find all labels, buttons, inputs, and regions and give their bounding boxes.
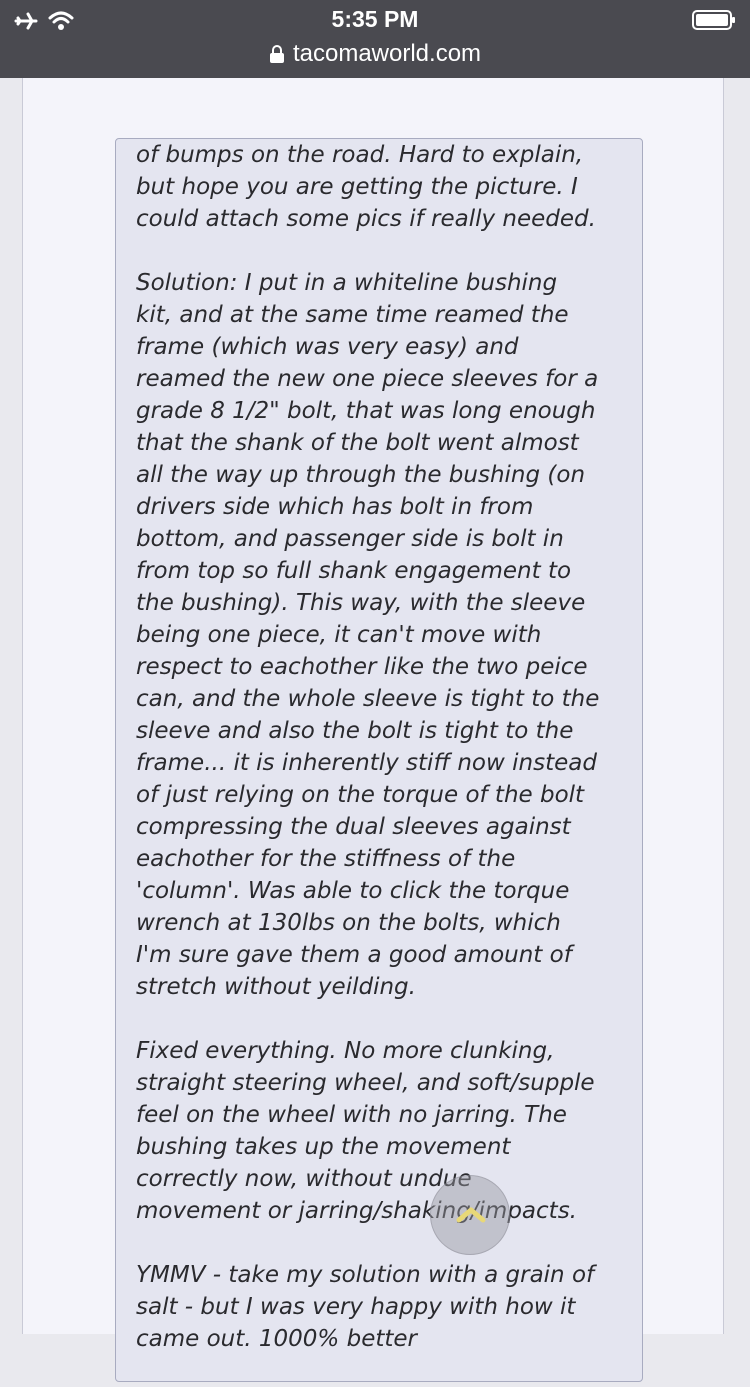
quote-line: from top so full shank engagement to [136,558,572,584]
status-and-address-bar [0,0,750,78]
quote-line: movement or jarring/shaking/impacts. [136,1198,577,1224]
quote-line: kit, and at the same time reamed the [136,302,569,328]
scroll-to-top-button[interactable] [430,1175,510,1255]
battery-icon [692,9,736,31]
quote-paragraph [136,1035,636,1227]
quote-line: frame (which was very easy) and [136,334,519,360]
quote-line: that the shank of the bolt went almost [136,430,579,456]
quote-line: but hope you are getting the picture. I [136,174,578,200]
quote-line: correctly now, without undue [136,1166,472,1192]
quote-line: drivers side which has bolt in from [136,494,534,520]
quote-line: salt - but I was very happy with how it [136,1294,576,1320]
quote-block [115,138,643,1382]
quote-line: can, and the whole sleeve is tight to the [136,686,600,712]
quote-line: straight steering wheel, and soft/supple [136,1070,595,1096]
quote-line: grade 8 1/2" bolt, that was long enough [136,398,596,424]
quote-line: bottom, and passenger side is bolt in [136,526,564,552]
quote-line: Fixed everything. No more clunking, [136,1038,555,1064]
quote-line: eachother for the stiffness of the [136,846,516,872]
quote-line: stretch without yeilding. [136,974,416,1000]
quote-line: compressing the dual sleeves against [136,814,571,840]
quote-paragraph [136,1259,636,1355]
quote-line: being one piece, it can't move with [136,622,542,648]
address-bar[interactable] [0,40,750,68]
status-time: 5:35 PM [331,6,419,32]
quote-line: of just relying on the torque of the bolt [136,782,585,808]
quote-line: feel on the wheel with no jarring. The [136,1102,567,1128]
quote-line: frame... it is inherently stiff now instead [136,750,597,776]
quote-line: the bushing). This way, with the sleeve [136,590,586,616]
quote-line: reamed the new one piece sleeves for a [136,366,599,392]
quote-line: respect to eachother like the two peice [136,654,588,680]
quote-line: I'm sure gave them a good amount of [136,942,572,968]
quote-paragraph [136,267,636,1003]
quote-line: bushing takes up the movement [136,1134,511,1160]
quote-line: wrench at 130lbs on the bolts, which [136,910,561,936]
quote-text [136,142,636,1387]
post-container [22,78,724,1352]
quote-paragraph [136,139,636,235]
quote-line: could attach some pics if really needed. [136,206,596,232]
quote-line: of bumps on the road. Hard to explain, [136,142,584,168]
quote-line: all the way up through the bushing (on [136,462,586,488]
url-text: tacomaworld.com [292,40,482,67]
quote-line: Solution: I put in a whiteline bushing [136,270,558,296]
quote-line: sleeve and also the bolt is tight to the [136,718,574,744]
lock-icon [269,44,285,64]
quote-line: 'column'. Was able to click the torque [136,878,570,904]
chevron-up-icon [455,1202,487,1226]
quote-line: came out. 1000% better [136,1326,417,1352]
quote-line: YMMV - take my solution with a grain of [136,1262,595,1288]
